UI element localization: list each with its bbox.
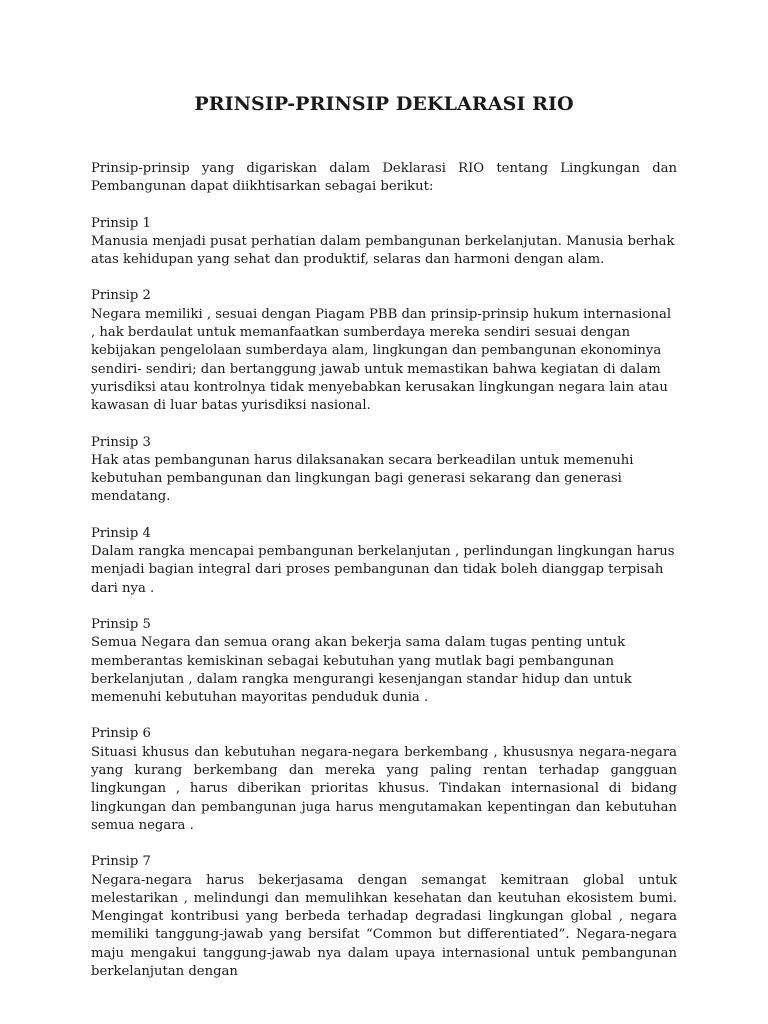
principle-4: [91, 525, 677, 598]
document-title: PRINSIP-PRINSIP DEKLARASI RIO: [194, 93, 574, 115]
principle-heading: Prinsip 4: [91, 525, 151, 541]
principle-body: Manusia menjadi pusat perhatian dalam pembangunan berkelanjutan. Manusia berhak atas kehidupan yang sehat dan produktif, selaras dan harmoni dengan alam.: [91, 233, 675, 268]
principle-heading: Prinsip 2: [91, 288, 151, 304]
principle-body: Negara-negara harus bekerjasama dengan semangat kemitraan global untuk melestarikan , melindungi dan memulihkan kesehatan dan keutuhan ekosistem bumi. Mengingat kontribusi yang berbeda terhadap degradasi lingkungan global , negara memiliki tanggung-jawab yang bersifat “Common but differentiated”. Negara-negara maju mengakui tanggung-jawab nya dalam upaya internasional untuk pembangunan berkelanjutan dengan: [91, 872, 677, 979]
principle-heading: Prinsip 7: [91, 854, 151, 870]
intro-paragraph: Prinsip-prinsip yang digariskan dalam Deklarasi RIO tentang Lingkungan dan Pembangunan dapat diikhtisarkan sebagai berikut:: [91, 161, 677, 195]
principle-heading: Prinsip 3: [91, 434, 151, 450]
principle-6: [91, 725, 677, 835]
principle-body: Semua Negara dan semua orang akan bekerja sama dalam tugas penting untuk memberantas kemiskinan sebagai kebutuhan yang mutlak bagi pembangunan berkelanjutan , dalam rangka mengurangi kesenjangan standar hidup dan untuk memenuhi kebutuhan mayoritas penduduk dunia .: [91, 635, 632, 706]
principle-heading: Prinsip 5: [91, 616, 151, 632]
principle-2: [91, 287, 677, 415]
principle-heading: Prinsip 1: [91, 215, 151, 231]
document-page: [91, 92, 677, 999]
principle-body: Dalam rangka mencapai pembangunan berkelanjutan , perlindungan lingkungan harus menjadi bagian integral dari proses pembangunan dan tidak boleh dianggap terpisah dari nya .: [91, 544, 675, 596]
principle-7: [91, 853, 677, 981]
principle-3: [91, 434, 677, 507]
principle-heading: Prinsip 6: [91, 726, 151, 742]
principle-5: [91, 616, 677, 707]
principle-body: Negara memiliki , sesuai dengan Piagam PBB dan prinsip-prinsip hukum internasional , hak berdaulat untuk memanfaatkan sumberdaya mereka sendiri sesuai dengan kebijakan pengelolaan sumberdaya alam, lingkungan dan pembangunan ekonominya sendiri- sendiri; dan bertanggung jawab untuk memastikan bahwa kegiatan di dalam yurisdiksi atau kontrolnya tidak menyebabkan kerusakan lingkungan negara lain atau kawasan di luar batas yurisdiksi nasional.: [91, 306, 672, 414]
principle-body: Situasi khusus dan kebutuhan negara-negara berkembang , khususnya negara-negara yang kurang berkembang dan mereka yang paling rentan terhadap gangguan lingkungan , harus diberikan prioritas khusus. Tindakan internasional di bidang lingkungan dan pembangunan juga harus mengutamakan kepentingan dan kebutuhan semua negara .: [91, 744, 677, 833]
principle-1: [91, 215, 677, 270]
principle-body: Hak atas pembangunan harus dilaksanakan secara berkeadilan untuk memenuhi kebutuhan pembangunan dan lingkungan bagi generasi sekarang dan generasi mendatang.: [91, 452, 634, 505]
